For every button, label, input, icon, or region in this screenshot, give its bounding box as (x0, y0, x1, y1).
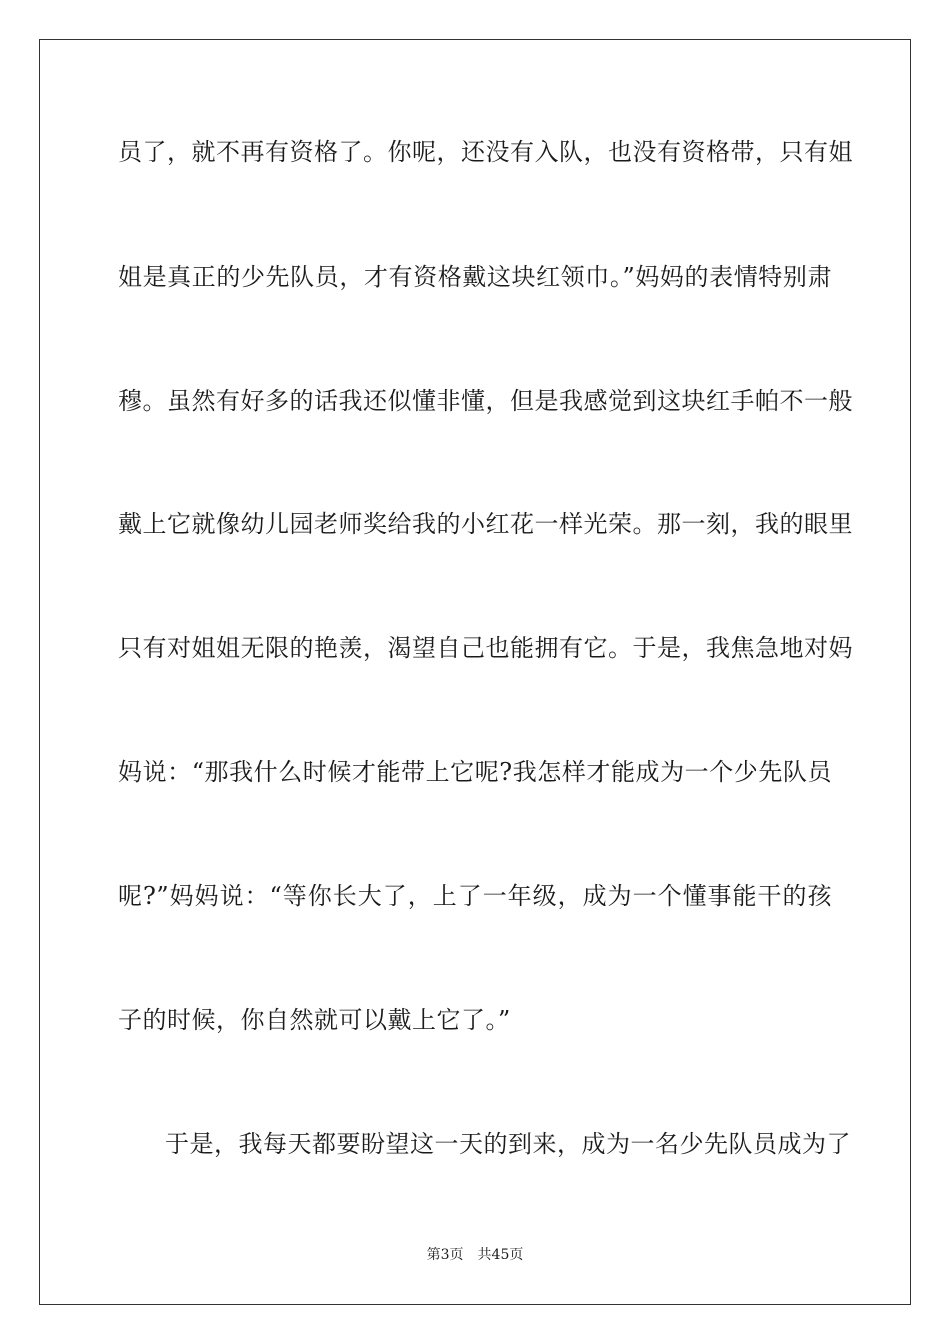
text-line-8: 子的时候，你自然就可以戴上它了。” (118, 1006, 511, 1034)
total-pages: 共45页 (477, 1247, 524, 1263)
page-number: 第3页 (426, 1247, 464, 1263)
page-border (39, 39, 911, 1305)
page-footer (0, 1246, 950, 1264)
text-line-7: 呢?”妈妈说：“等你长大了，上了一年级，成为一个懂事能干的孩 (118, 882, 832, 910)
text-line-1: 员了，就不再有资格了。你呢，还没有入队，也没有资格带，只有姐 (118, 138, 853, 166)
text-line-5: 只有对姐姐无限的艳羡，渴望自己也能拥有它。于是，我焦急地对妈 (118, 634, 853, 662)
text-line-4: 戴上它就像幼儿园老师奖给我的小红花一样光荣。那一刻，我的眼里 (118, 510, 853, 538)
text-line-2: 姐是真正的少先队员，才有资格戴这块红领巾。”妈妈的表情特别肃 (118, 263, 832, 291)
paragraph-start-line: 于是，我每天都要盼望这一天的到来，成为一名少先队员成为了 (165, 1130, 851, 1158)
text-line-6: 妈说：“那我什么时候才能带上它呢?我怎样才能成为一个少先队员 (118, 758, 832, 786)
text-line-3: 穆。虽然有好多的话我还似懂非懂，但是我感觉到这块红手帕不一般 (118, 387, 853, 415)
